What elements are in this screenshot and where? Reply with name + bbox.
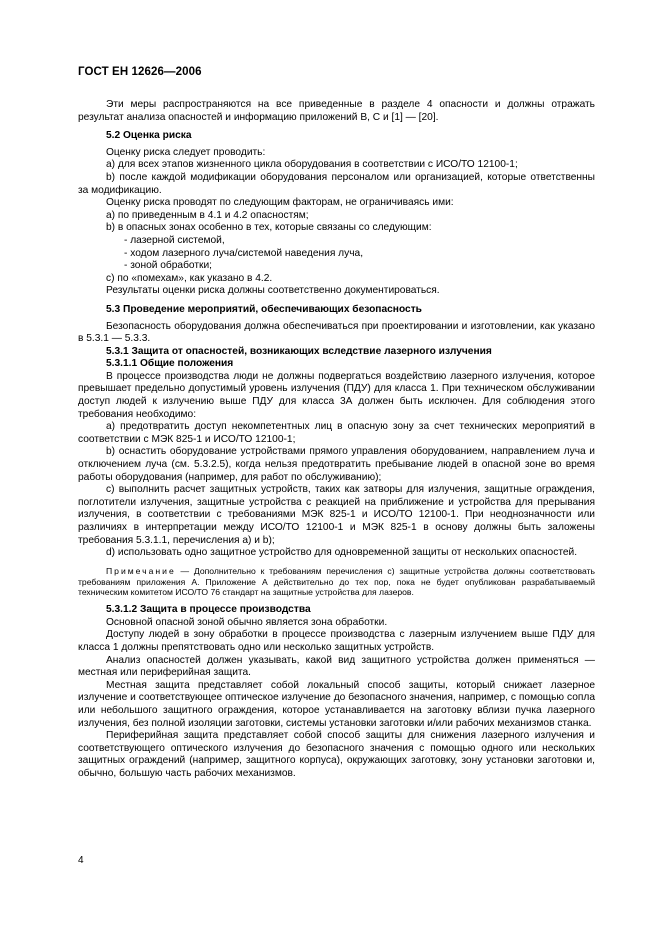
section-heading-5-2: 5.2 Оценка риска [106,130,192,142]
paragraph: Оценку риска проводят по следующим факторам, не ограничиваясь ими: [106,197,454,209]
paragraph: Доступу людей в зону обработки в процессе производства с лазерным излучением выше ПДУ для класса 1 должны препятствовать одно или несколько защитных устройств. [78,629,595,653]
paragraph: Безопасность оборудования должна обеспечиваться при проектировании и изготовлении, как указано в 5.3.1 — 5.3.3. [78,320,595,345]
section-heading-5-3-1: 5.3.1 Защита от опасностей, возникающих вследствие лазерного излучения [106,345,492,357]
document-body [78,99,595,780]
sub-list-item: - зоной обработки; [124,260,213,272]
list-item: а) для всех этапов жизненного цикла оборудования в соответствии с ИСО/ТО 12100-1; [106,159,518,171]
sub-list-item: - ходом лазерного луча/системой наведения луча, [124,247,364,259]
list-item: а) по приведенным в 4.1 и 4.2 опасностям; [106,209,309,221]
paragraph: Результаты оценки риска должны соответственно документироваться. [106,285,440,297]
paragraph: Оценку риска следует проводить: [106,146,266,158]
paragraph: Основной опасной зоной обычно является зона обработки. [106,616,388,628]
note-text: — Дополнительно к требованиям перечисления c) защитные устройства должны соответствовать требованиям приложения А. Приложение А действительно до тех пор, пока не будет опубликован разрабатываемый техническим комитетом ИСО/ТО 76 стандарт на защитные устройства для лазеров. [78,565,595,598]
paragraph: Эти меры распространяются на все приведенные в разделе 4 опасности и должны отражать результат анализа опасностей и информацию приложений В, С и [1] — [20]. [78,99,595,123]
paragraph: Местная защита представляет собой локальный способ защиты, который снижает лазерное излучение и соответствующее оптическое излучение до безопасного значения, например, с помощью сопла или небольшого защитного ограждения, которое устанавливается на заготовку вблизи пучка лазерного излучения, без полной изоляции заготовки, системы установки заготовки и/или рабочих механизмов станка. [78,679,595,729]
list-item: c) по «помехам», как указано в 4.2. [106,272,273,284]
list-item: b) в опасных зонах особенно в тех, которые связаны со следующим: [106,222,432,234]
section-heading-5-3: 5.3 Проведение мероприятий, обеспечивающих безопасность [106,303,422,315]
sub-list-item: - лазерной системой, [124,234,225,246]
note [78,566,595,598]
list-item: а) предотвратить доступ некомпетентных лиц в опасную зону за счет технических мероприятий в соответствии с МЭК 825-1 и ИСО/ТО 12100-1; [78,421,595,445]
section-heading-5-3-1-2: 5.3.1.2 Защита в процессе производства [106,604,311,616]
note-label: Примечание [106,565,176,576]
paragraph: В процессе производства люди не должны подвергаться воздействию лазерного излучения, которое превышает предельно допустимый уровень излучения (ПДУ) для класса 1. При техническом обслуживании доступ людей к излучению выше ПДУ для класса 3А должен быть исключен. Для соблюдения этого требования необходимо: [78,370,595,420]
paragraph: Периферийная защита представляет собой способ защиты для снижения лазерного излучения и соответствующего оптического излучения до безопасного значения с помощью одного или нескольких защитных ограждений (например, защитного корпуса), окружающих заготовку, зону установки заготовки и, обычно, большую часть рабочих механизмов. [78,730,595,779]
paragraph: Анализ опасностей должен указывать, какой вид защитного устройства должен применяться — местная или периферийная защита. [78,654,595,679]
list-item: d) использовать одно защитное устройство для одновременной защиты от нескольких опасностей. [106,547,578,559]
list-item: c) выполнить расчет защитных устройств, таких как затворы для излучения, защитные ограждения, поглотители излучения, защитные устройства с реакцией на приближение и устройства для прерывания излучения, в соответствии с требованиями МЭК 825-1 и ИСО/ТО 12100-1. При неоднозначности или различиях в интерпретации между ИСО/ТО 12100-1 и МЭК 825-1 в основу должны быть заложены требования 5.3.1.1, перечисления а) и b); [78,484,595,546]
page-number: 4 [78,855,84,866]
list-item: b) после каждой модификации оборудования персоналом или организацией, которые ответственны за модификацию. [78,171,595,196]
document-header: ГОСТ ЕН 12626—2006 [78,66,202,78]
list-item: b) оснастить оборудование устройствами прямого управления оборудованием, направлением луча и отключением луча (см. 5.3.2.5), когда нельзя предотвратить пребывание людей в опасной зоне во время работы оборудования (например, для работ по обслуживанию); [78,446,595,483]
section-heading-5-3-1-1: 5.3.1.1 Общие положения [106,358,234,370]
